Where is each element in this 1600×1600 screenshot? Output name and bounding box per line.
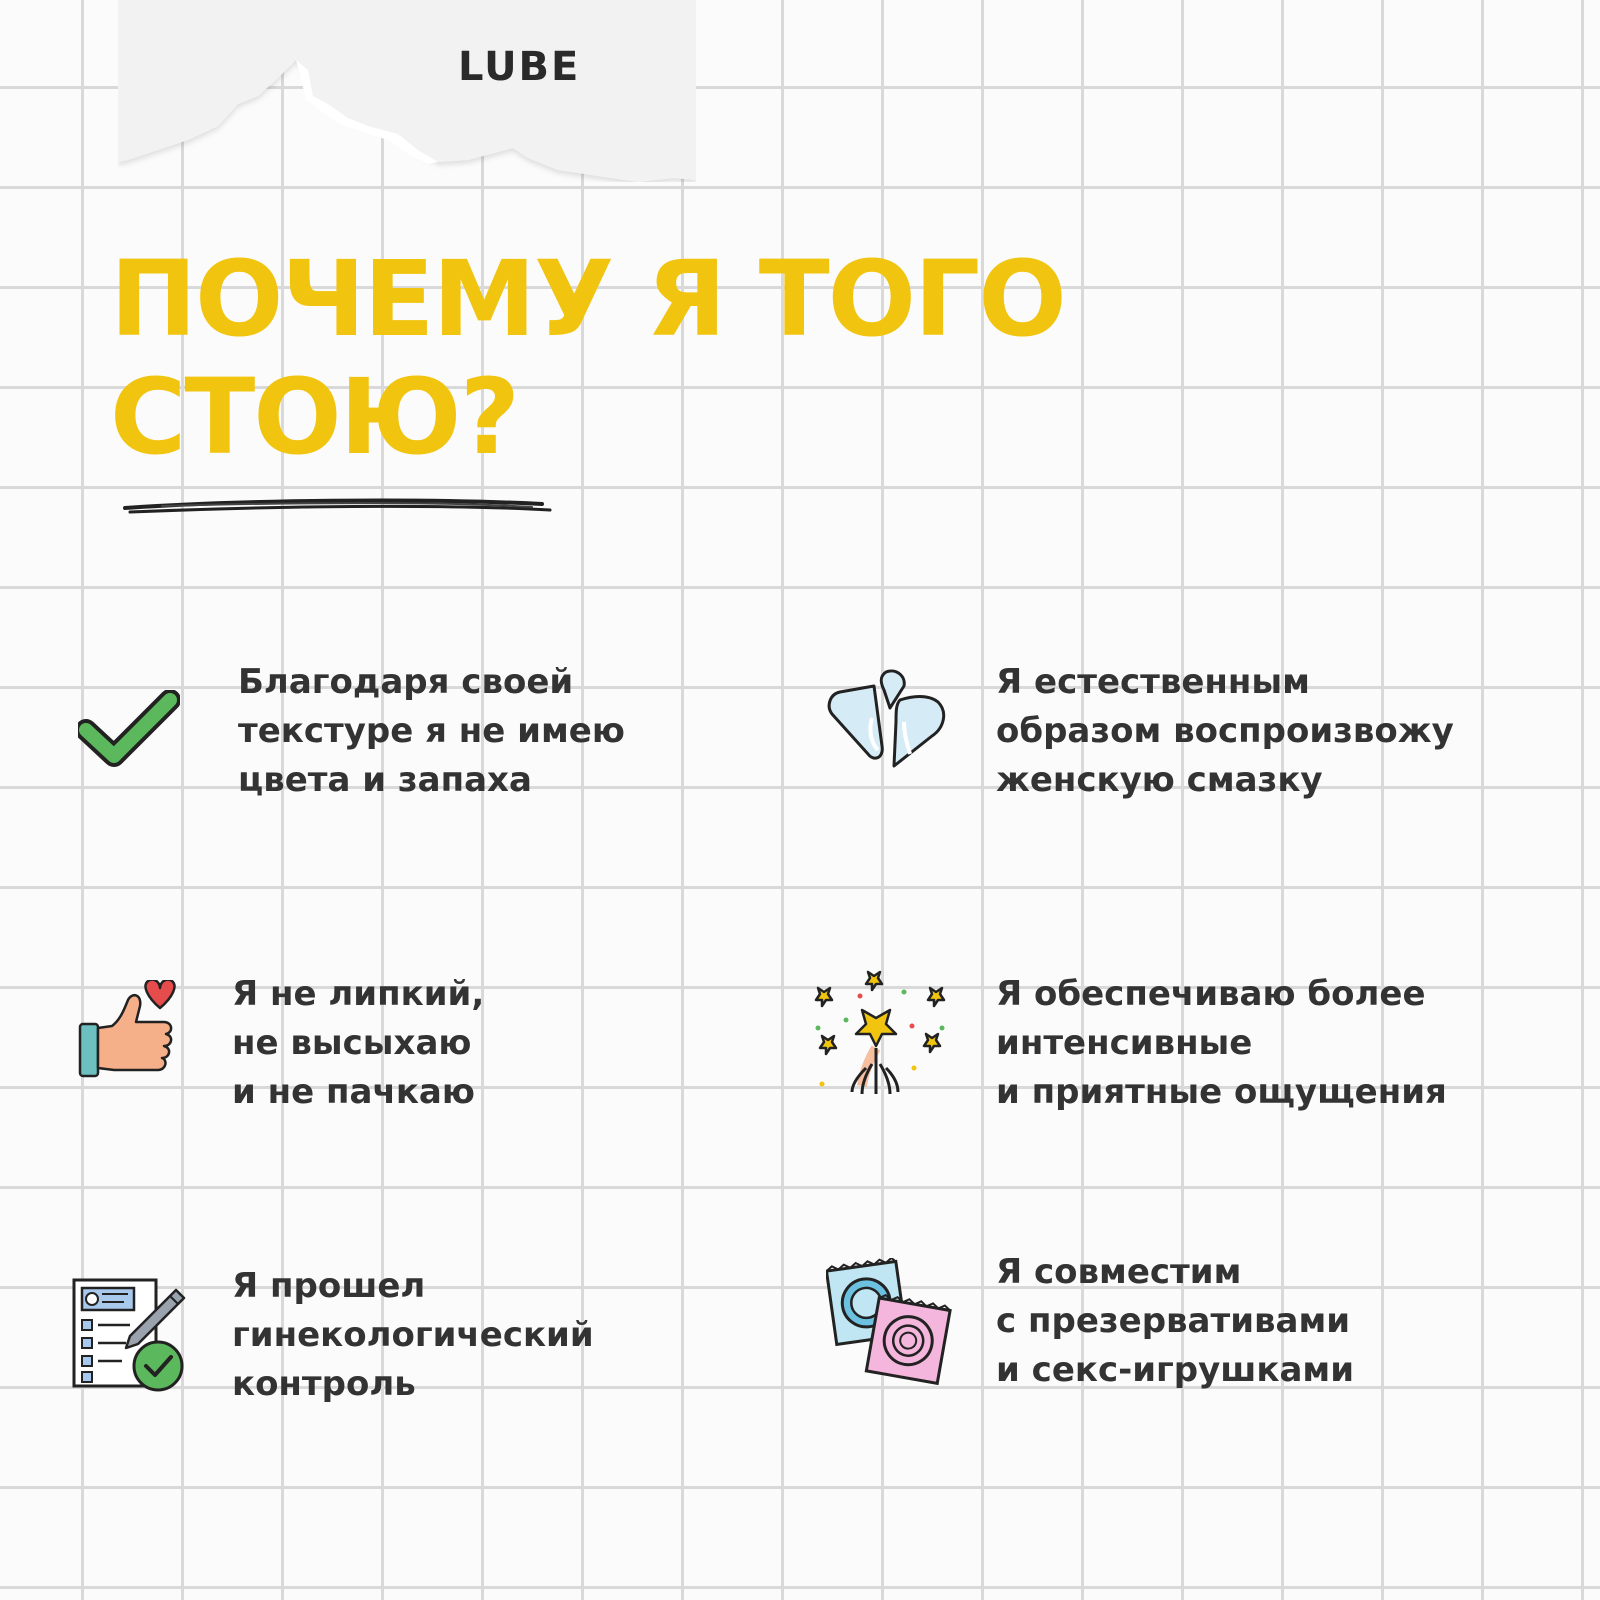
water-drops-icon	[824, 666, 952, 784]
brush-underline	[122, 494, 562, 524]
page-title-line-1: ПОЧЕМУ Я ТОГО	[110, 238, 1065, 360]
thumbs-up-heart-icon	[78, 980, 182, 1080]
feature-text-intense-sensations: Я обеспечиваю более интенсивные и приятные ощущения	[996, 974, 1447, 1112]
page-title	[110, 240, 1310, 476]
feature-text-compatible: Я совместим с презервативами и секс-игрушками	[996, 1252, 1355, 1390]
fireworks-icon	[812, 968, 954, 1120]
brand-logo: LUBE	[458, 44, 581, 90]
condoms-icon	[826, 1258, 954, 1386]
torn-paper-header	[118, 0, 696, 182]
feature-text-no-color-smell: Благодаря своей текстуре я не имею цвета и запаха	[238, 662, 625, 800]
check-icon	[78, 690, 180, 770]
feature-text-natural-lubrication: Я естественным образом воспроизвожу женскую смазку	[996, 662, 1454, 800]
feature-text-not-sticky: Я не липкий, не высыхаю и не пачкаю	[232, 974, 485, 1112]
feature-text-gyn-tested: Я прошел гинекологический контроль	[232, 1266, 594, 1404]
checklist-icon	[72, 1278, 188, 1394]
torn-paper-shape	[118, 0, 696, 182]
page-title-line-2: СТОЮ?	[110, 356, 519, 478]
